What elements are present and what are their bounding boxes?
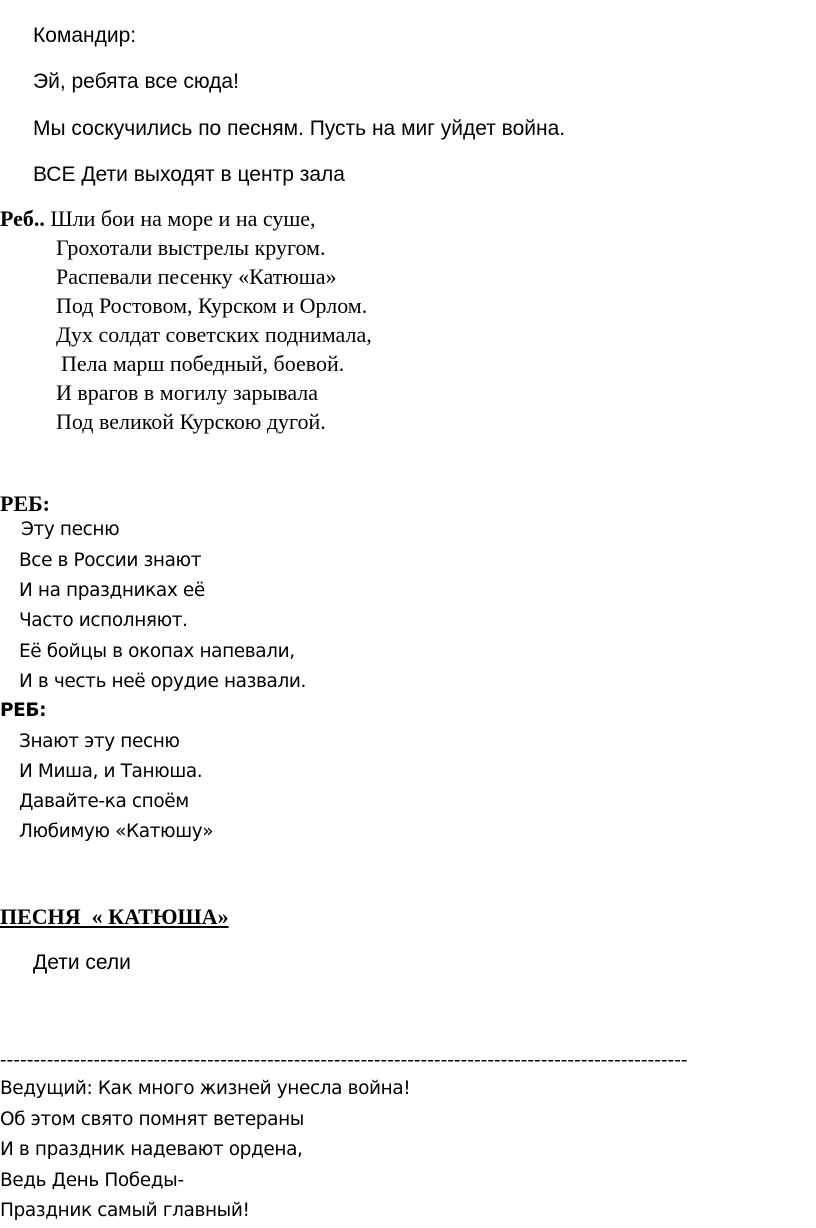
commander-line: Мы соскучились по песням. Пусть на миг уйдет война. bbox=[33, 117, 566, 140]
host-line: И в праздник надевают ордена, bbox=[0, 1139, 303, 1160]
host-first-line bbox=[0, 1078, 410, 1099]
poem2-line: Её бойцы в окопах напевали, bbox=[19, 641, 295, 662]
poem1-line: Грохотали выстрелы кругом. bbox=[56, 235, 326, 260]
poem2-speaker: РЕБ: bbox=[0, 491, 50, 516]
poem1-line: Распевали песенку «Катюша» bbox=[56, 264, 337, 289]
poem1-line: Шли бои на море и на суше, bbox=[50, 206, 316, 231]
poem1-line: И врагов в могилу зарывала bbox=[56, 380, 319, 405]
commander-line: Эй, ребята все сюда! bbox=[33, 70, 239, 93]
poem1-line: Дух солдат советских поднимала, bbox=[56, 322, 372, 347]
host-line: Об этом свято помнят ветераны bbox=[0, 1109, 304, 1130]
poem1-first-line bbox=[0, 206, 316, 232]
poem2-line: И в честь неё орудие назвали. bbox=[19, 671, 307, 692]
poem1-line: Под великой Курскою дугой. bbox=[56, 409, 326, 434]
poem3-line: Давайте-ка споём bbox=[19, 791, 189, 812]
host-line: Как много жизней унесла война! bbox=[97, 1078, 411, 1099]
poem2-line: Эту песню bbox=[21, 519, 120, 540]
song-note: Дети сели bbox=[33, 951, 131, 974]
poem2-line: Все в России знают bbox=[19, 550, 202, 571]
poem1-line: Пела марш победный, боевой. bbox=[61, 351, 345, 376]
poem3-speaker: РЕБ: bbox=[0, 700, 47, 721]
poem1-speaker: Реб.. bbox=[0, 206, 45, 231]
commander-line: ВСЕ Дети выходят в центр зала bbox=[33, 163, 345, 186]
host-line: Праздник самый главный! bbox=[0, 1200, 250, 1221]
host-speaker: Ведущий: bbox=[0, 1078, 93, 1099]
host-line: Ведь День Победы- bbox=[0, 1170, 184, 1191]
separator-line: ------------------------------------------------------------------------------------------------------- bbox=[0, 1050, 688, 1071]
poem3-line: И Миша, и Танюша. bbox=[19, 761, 203, 782]
song-title: ПЕСНЯ « КАТЮША» bbox=[0, 904, 229, 929]
poem2-line: И на праздниках её bbox=[19, 580, 205, 601]
poem1-line: Под Ростовом, Курском и Орлом. bbox=[56, 293, 368, 318]
poem3-line: Знают эту песню bbox=[19, 731, 180, 752]
poem2-line: Часто исполняют. bbox=[19, 610, 188, 631]
poem3-line: Любимую «Катюшу» bbox=[19, 821, 214, 842]
commander-speaker: Командир: bbox=[33, 24, 137, 47]
